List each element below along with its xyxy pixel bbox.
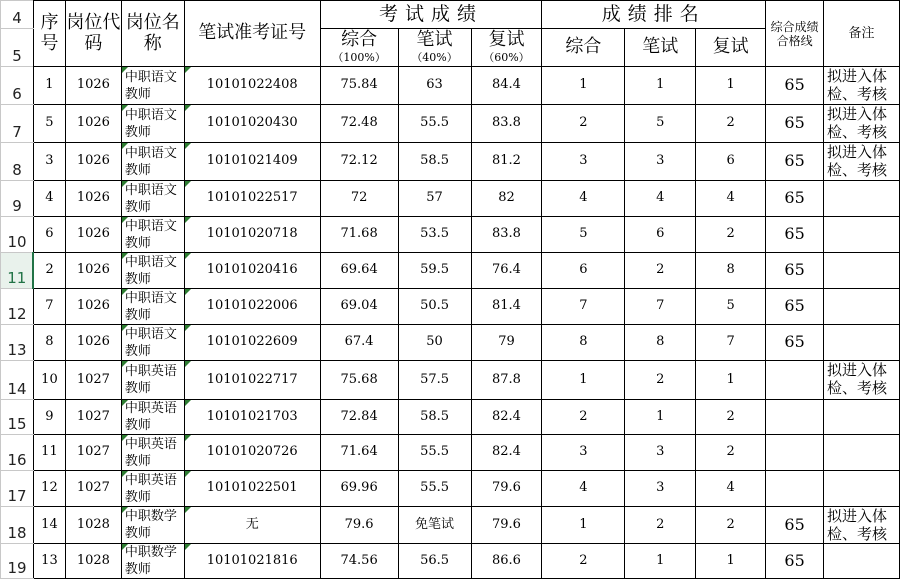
written-weight: （40%）	[411, 50, 458, 64]
written-label: 笔试	[416, 29, 453, 51]
written-score-cell[interactable]: 63	[398, 67, 471, 105]
seq-cell[interactable]: 10	[33, 361, 65, 400]
ticket-cell[interactable]: 10101020718	[184, 217, 320, 253]
rank-interview-cell[interactable]: 4	[696, 181, 766, 217]
remark-cell[interactable]	[824, 435, 900, 471]
post-code-cell[interactable]: 1027	[65, 361, 121, 400]
seq-cell[interactable]: 3	[33, 143, 65, 181]
ticket-cell[interactable]: 10101020416	[184, 253, 320, 289]
row-header[interactable]: 8	[1, 143, 34, 181]
rank-written-cell[interactable]: 1	[625, 544, 696, 579]
ticket-cell[interactable]: 10101020430	[184, 105, 320, 143]
post-name-cell[interactable]: 中职英语教师	[121, 400, 184, 435]
row-header[interactable]: 15	[1, 400, 34, 435]
table-row	[1, 325, 900, 361]
ticket-cell[interactable]: 无	[184, 507, 320, 544]
pass-line-cell[interactable]: 65	[766, 105, 824, 143]
rank-interview-cell[interactable]: 8	[696, 253, 766, 289]
post-name-cell[interactable]: 中职语文教师	[121, 217, 184, 253]
post-code-cell[interactable]: 1028	[65, 544, 121, 579]
row-header[interactable]: 17	[1, 471, 34, 507]
pass-line-cell[interactable]	[766, 361, 824, 400]
rank-interview-cell[interactable]: 2	[696, 507, 766, 544]
rank-total-cell[interactable]: 7	[542, 289, 625, 325]
total-score-cell[interactable]: 74.56	[320, 544, 398, 579]
total-score-cell[interactable]: 72	[320, 181, 398, 217]
interview-score-cell[interactable]: 76.4	[471, 253, 542, 289]
pass-line-cell[interactable]	[766, 471, 824, 507]
row-header[interactable]: 7	[1, 105, 34, 143]
group-header-exam-scores[interactable]: 考试成绩	[320, 1, 542, 29]
pass-line-cell[interactable]: 65	[766, 253, 824, 289]
rank-total-cell[interactable]: 1	[542, 507, 625, 544]
total-score-cell[interactable]: 72.48	[320, 105, 398, 143]
seq-cell[interactable]: 7	[33, 289, 65, 325]
ticket-cell[interactable]: 10101021816	[184, 544, 320, 579]
post-code-cell[interactable]: 1026	[65, 325, 121, 361]
written-score-cell[interactable]: 58.5	[398, 143, 471, 181]
rank-interview-cell[interactable]: 1	[696, 67, 766, 105]
rank-total-cell[interactable]: 8	[542, 325, 625, 361]
rank-written-cell[interactable]: 3	[625, 143, 696, 181]
rank-total-cell[interactable]: 2	[542, 544, 625, 579]
seq-cell[interactable]: 14	[33, 507, 65, 544]
header-row-top	[1, 1, 900, 29]
remark-cell[interactable]: 拟进入体检、考核	[824, 105, 900, 143]
group-header-rankings[interactable]: 成绩排名	[542, 1, 766, 29]
seq-cell[interactable]: 8	[33, 325, 65, 361]
interview-label: 复试	[488, 29, 525, 51]
post-code-cell[interactable]: 1027	[65, 400, 121, 435]
column-header-rank-interview[interactable]: 复试	[696, 29, 766, 67]
rank-written-cell[interactable]: 5	[625, 105, 696, 143]
seq-cell[interactable]: 5	[33, 105, 65, 143]
ticket-cell[interactable]: 10101020726	[184, 435, 320, 471]
column-header-written[interactable]	[398, 29, 471, 67]
column-header-pass-line[interactable]: 综合成绩合格线	[766, 1, 824, 67]
post-name-cell[interactable]: 中职语文教师	[121, 253, 184, 289]
written-score-cell[interactable]: 50.5	[398, 289, 471, 325]
row-header[interactable]: 4	[1, 1, 34, 29]
interview-score-cell[interactable]: 79	[471, 325, 542, 361]
remark-cell[interactable]	[824, 217, 900, 253]
rank-interview-cell[interactable]: 2	[696, 217, 766, 253]
post-code-cell[interactable]: 1027	[65, 435, 121, 471]
rank-total-cell[interactable]: 1	[542, 67, 625, 105]
rank-written-cell[interactable]: 3	[625, 435, 696, 471]
row-header[interactable]: 19	[1, 544, 34, 579]
total-score-cell[interactable]: 69.96	[320, 471, 398, 507]
post-name-cell[interactable]: 中职语文教师	[121, 105, 184, 143]
rank-interview-cell[interactable]: 1	[696, 361, 766, 400]
ticket-cell[interactable]: 10101022609	[184, 325, 320, 361]
post-name-cell[interactable]: 中职语文教师	[121, 181, 184, 217]
post-name-cell[interactable]: 中职英语教师	[121, 361, 184, 400]
post-name-cell[interactable]: 中职英语教师	[121, 435, 184, 471]
remark-cell[interactable]	[824, 181, 900, 217]
ticket-cell[interactable]: 10101022501	[184, 471, 320, 507]
remark-cell[interactable]	[824, 289, 900, 325]
seq-cell[interactable]: 4	[33, 181, 65, 217]
table-row	[1, 181, 900, 217]
rank-total-cell[interactable]: 6	[542, 253, 625, 289]
post-code-cell[interactable]: 1026	[65, 143, 121, 181]
remark-cell[interactable]	[824, 253, 900, 289]
rank-written-cell[interactable]: 2	[625, 253, 696, 289]
column-header-seq[interactable]: 序号	[33, 1, 65, 67]
written-score-cell[interactable]: 57.5	[398, 361, 471, 400]
interview-score-cell[interactable]: 87.8	[471, 361, 542, 400]
interview-score-cell[interactable]: 81.2	[471, 143, 542, 181]
table-row	[1, 471, 900, 507]
post-name-cell[interactable]: 中职语文教师	[121, 67, 184, 105]
rank-interview-cell[interactable]: 2	[696, 105, 766, 143]
pass-line-cell[interactable]: 65	[766, 325, 824, 361]
column-header-post-code[interactable]: 岗位代码	[65, 1, 121, 67]
rank-interview-cell[interactable]: 2	[696, 400, 766, 435]
row-header[interactable]: 11	[1, 253, 34, 289]
row-header[interactable]: 12	[1, 289, 34, 325]
ticket-cell[interactable]: 10101022006	[184, 289, 320, 325]
table-row	[1, 143, 900, 181]
table-row	[1, 400, 900, 435]
rank-total-cell[interactable]: 3	[542, 435, 625, 471]
table-row	[1, 507, 900, 544]
written-score-cell[interactable]: 55.5	[398, 435, 471, 471]
interview-score-cell[interactable]: 79.6	[471, 507, 542, 544]
table-row	[1, 544, 900, 579]
remark-cell[interactable]: 拟进入体检、考核	[824, 361, 900, 400]
post-code-cell[interactable]: 1026	[65, 253, 121, 289]
column-header-interview[interactable]	[471, 29, 542, 67]
total-score-cell[interactable]: 79.6	[320, 507, 398, 544]
rank-total-cell[interactable]: 3	[542, 143, 625, 181]
seq-cell[interactable]: 1	[33, 67, 65, 105]
rank-interview-cell[interactable]: 7	[696, 325, 766, 361]
total-score-cell[interactable]: 72.12	[320, 143, 398, 181]
post-name-cell[interactable]: 中职数学教师	[121, 507, 184, 544]
post-code-cell[interactable]: 1027	[65, 471, 121, 507]
table-row	[1, 217, 900, 253]
total-score-cell[interactable]: 72.84	[320, 400, 398, 435]
pass-line-cell[interactable]: 65	[766, 289, 824, 325]
rank-interview-cell[interactable]: 4	[696, 471, 766, 507]
total-score-cell[interactable]: 71.68	[320, 217, 398, 253]
remark-cell[interactable]	[824, 471, 900, 507]
post-code-cell[interactable]: 1028	[65, 507, 121, 544]
row-header[interactable]: 6	[1, 67, 34, 105]
written-score-cell[interactable]: 55.5	[398, 105, 471, 143]
interview-score-cell[interactable]: 82	[471, 181, 542, 217]
pass-line-cell[interactable]	[766, 400, 824, 435]
interview-score-cell[interactable]: 82.4	[471, 400, 542, 435]
table-row	[1, 253, 900, 289]
rank-written-cell[interactable]: 3	[625, 471, 696, 507]
rank-total-cell[interactable]: 4	[542, 181, 625, 217]
total-score-cell[interactable]: 75.68	[320, 361, 398, 400]
post-code-cell[interactable]: 1026	[65, 217, 121, 253]
written-score-cell[interactable]: 55.5	[398, 471, 471, 507]
seq-cell[interactable]: 13	[33, 544, 65, 579]
ticket-cell[interactable]: 10101022717	[184, 361, 320, 400]
rank-written-cell[interactable]: 6	[625, 217, 696, 253]
remark-cell[interactable]	[824, 325, 900, 361]
row-header[interactable]: 9	[1, 181, 34, 217]
seq-cell[interactable]: 11	[33, 435, 65, 471]
written-score-cell[interactable]: 53.5	[398, 217, 471, 253]
ticket-cell[interactable]: 10101022408	[184, 67, 320, 105]
seq-cell[interactable]: 12	[33, 471, 65, 507]
rank-interview-cell[interactable]: 1	[696, 544, 766, 579]
written-score-cell[interactable]: 59.5	[398, 253, 471, 289]
seq-cell[interactable]: 9	[33, 400, 65, 435]
interview-score-cell[interactable]: 86.6	[471, 544, 542, 579]
written-score-cell[interactable]: 58.5	[398, 400, 471, 435]
rank-written-cell[interactable]: 1	[625, 400, 696, 435]
ticket-cell[interactable]: 10101021409	[184, 143, 320, 181]
pass-line-cell[interactable]: 65	[766, 181, 824, 217]
post-code-cell[interactable]: 1026	[65, 289, 121, 325]
row-header[interactable]: 5	[1, 29, 34, 67]
total-label: 综合	[341, 29, 378, 51]
rank-written-cell[interactable]: 7	[625, 289, 696, 325]
rank-total-cell[interactable]: 4	[542, 471, 625, 507]
remark-cell[interactable]: 拟进入体检、考核	[824, 507, 900, 544]
table-row	[1, 67, 900, 105]
pass-line-cell[interactable]	[766, 435, 824, 471]
rank-interview-cell[interactable]: 2	[696, 435, 766, 471]
written-score-cell[interactable]: 50	[398, 325, 471, 361]
written-score-cell[interactable]: 免笔试	[398, 507, 471, 544]
table-row	[1, 361, 900, 400]
interview-score-cell[interactable]: 81.4	[471, 289, 542, 325]
rank-total-cell[interactable]: 1	[542, 361, 625, 400]
interview-score-cell[interactable]: 83.8	[471, 105, 542, 143]
interview-score-cell[interactable]: 83.8	[471, 217, 542, 253]
table-row	[1, 105, 900, 143]
rank-total-cell[interactable]: 2	[542, 105, 625, 143]
ticket-cell[interactable]: 10101022517	[184, 181, 320, 217]
post-code-cell[interactable]: 1026	[65, 67, 121, 105]
row-header[interactable]: 13	[1, 325, 34, 361]
rank-total-cell[interactable]: 5	[542, 217, 625, 253]
interview-score-cell[interactable]: 79.6	[471, 471, 542, 507]
pass-line-cell[interactable]: 65	[766, 507, 824, 544]
pass-line-cell[interactable]: 65	[766, 143, 824, 181]
interview-score-cell[interactable]: 82.4	[471, 435, 542, 471]
post-name-cell[interactable]: 中职数学教师	[121, 544, 184, 579]
post-name-cell[interactable]: 中职英语教师	[121, 471, 184, 507]
post-code-cell[interactable]: 1026	[65, 105, 121, 143]
row-header[interactable]: 10	[1, 217, 34, 253]
total-weight: （100%）	[332, 50, 386, 64]
total-score-cell[interactable]: 69.04	[320, 289, 398, 325]
row-header[interactable]: 18	[1, 507, 34, 544]
rank-written-cell[interactable]: 2	[625, 507, 696, 544]
remark-cell[interactable]: 拟进入体检、考核	[824, 67, 900, 105]
rank-total-cell[interactable]: 2	[542, 400, 625, 435]
rank-written-cell[interactable]: 8	[625, 325, 696, 361]
column-header-post-name[interactable]: 岗位名称	[121, 1, 184, 67]
column-header-rank-written[interactable]: 笔试	[625, 29, 696, 67]
pass-line-cell[interactable]: 65	[766, 67, 824, 105]
column-header-remark[interactable]: 备注	[824, 1, 900, 67]
column-header-ticket[interactable]: 笔试准考证号	[184, 1, 320, 67]
total-score-cell[interactable]: 69.64	[320, 253, 398, 289]
ticket-cell[interactable]: 10101021703	[184, 400, 320, 435]
total-score-cell[interactable]: 75.84	[320, 67, 398, 105]
row-header[interactable]: 16	[1, 435, 34, 471]
pass-line-cell[interactable]: 65	[766, 217, 824, 253]
column-header-total[interactable]	[320, 29, 398, 67]
pass-line-cell[interactable]: 65	[766, 544, 824, 579]
remark-cell[interactable]: 拟进入体检、考核	[824, 143, 900, 181]
rank-interview-cell[interactable]: 5	[696, 289, 766, 325]
total-score-cell[interactable]: 71.64	[320, 435, 398, 471]
interview-score-cell[interactable]: 84.4	[471, 67, 542, 105]
post-code-cell[interactable]: 1026	[65, 181, 121, 217]
written-score-cell[interactable]: 56.5	[398, 544, 471, 579]
total-score-cell[interactable]: 67.4	[320, 325, 398, 361]
remark-cell[interactable]	[824, 544, 900, 579]
table-row	[1, 435, 900, 471]
remark-cell[interactable]	[824, 400, 900, 435]
post-name-cell[interactable]: 中职语文教师	[121, 143, 184, 181]
rank-written-cell[interactable]: 2	[625, 361, 696, 400]
table-row	[1, 289, 900, 325]
rank-written-cell[interactable]: 1	[625, 67, 696, 105]
rank-written-cell[interactable]: 4	[625, 181, 696, 217]
post-name-cell[interactable]: 中职语文教师	[121, 289, 184, 325]
written-score-cell[interactable]: 57	[398, 181, 471, 217]
seq-cell[interactable]: 2	[33, 253, 65, 289]
post-name-cell[interactable]: 中职语文教师	[121, 325, 184, 361]
seq-cell[interactable]: 6	[33, 217, 65, 253]
row-header[interactable]: 14	[1, 361, 34, 400]
rank-interview-cell[interactable]: 6	[696, 143, 766, 181]
column-header-rank-total[interactable]: 综合	[542, 29, 625, 67]
interview-weight: （60%）	[483, 50, 530, 64]
